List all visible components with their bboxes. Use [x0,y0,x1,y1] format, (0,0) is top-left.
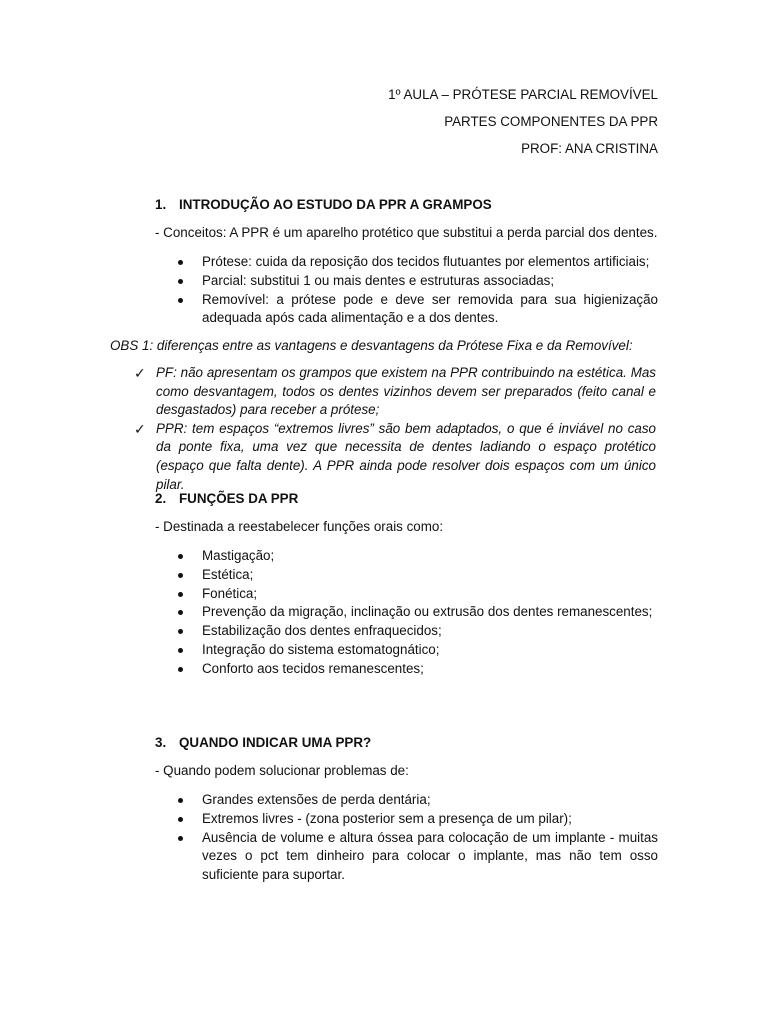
list-item: Integração do sistema estomatognático; [178,641,658,660]
bullet-icon [178,573,183,578]
list-item: Removível: a prótese pode e deve ser removida para sua higienização adequada após cada alimentação e a dos dentes. [178,291,658,329]
list-item: Parcial: substitui 1 ou mais dentes e estruturas associadas; [178,272,658,291]
list-item: Estética; [178,566,658,585]
section-3-list [178,791,658,885]
obs-1-title: OBS 1: diferenças entre as vantagens e desvantagens da Prótese Fixa e da Removível: [110,338,633,353]
list-item: Extremos livres - (zona posterior sem a presença de um pilar); [178,810,658,829]
section-1-intro: - Conceitos: A PPR é um aparelho protético que substitui a perda parcial dos dentes. [155,225,658,240]
bullet-icon [178,836,183,841]
section-3-heading [155,735,371,750]
bullet-icon [178,298,183,303]
list-item: ✓ PF: não apresentam os grampos que existem na PPR contribuindo na estética. Mas como desvantagem, todos os dentes vizinhos devem ser preparados (feito canal e desgastados) para receber a prótese; [134,365,656,418]
obs-1-list [134,364,656,494]
bullet-icon [178,554,183,559]
bullet-icon [178,279,183,284]
list-item: ✓ PPR: tem espaços “extremos livres” são bem adaptados, o que é inviável no caso da ponte fixa, uma vez que necessita de dentes ladiando o espaço protético (espaço que falta dente). A PPR ainda pode resolver dois espaços com um único pilar. [134,420,656,492]
section-1-number: 1. [155,197,167,212]
list-item: Ausência de volume e altura óssea para colocação de um implante - muitas vezes o pct tem dinheiro para colocar o implante, mas não tem osso suficiente para suportar. [178,829,658,885]
section-2-heading [155,491,298,506]
section-2-title: FUNÇÕES DA PPR [179,491,299,506]
bullet-icon [178,260,183,265]
checkmark-icon: ✓ [134,365,146,381]
section-2-intro: - Destinada a reestabelecer funções orais como: [155,519,444,534]
bullet-icon [178,592,183,597]
list-item: Mastigação; [178,547,658,566]
section-2-list [178,547,658,679]
list-item: Fonética; [178,585,658,604]
header-subtitle: PARTES COMPONENTES DA PPR [444,114,658,129]
bullet-icon [178,667,183,672]
section-3-intro: - Quando podem solucionar problemas de: [155,763,409,778]
section-2-number: 2. [155,491,167,506]
bullet-icon [178,798,183,803]
list-item: Estabilização dos dentes enfraquecidos; [178,622,658,641]
bullet-icon [178,648,183,653]
bullet-icon [178,817,183,822]
section-3-number: 3. [155,735,167,750]
list-item: Prótese: cuida da reposição dos tecidos flutuantes por elementos artificiais; [178,253,658,272]
section-1-title: INTRODUÇÃO AO ESTUDO DA PPR A GRAMPOS [179,197,492,212]
bullet-icon [178,610,183,615]
bullet-icon [178,629,183,634]
document-header [388,86,658,167]
checkmark-icon: ✓ [134,420,146,437]
section-1-list [178,253,658,328]
list-item: Prevenção da migração, inclinação ou extrusão dos dentes remanescentes; [178,603,658,622]
list-item: Conforto aos tecidos remanescentes; [178,660,658,679]
list-item: Grandes extensões de perda dentária; [178,791,658,810]
header-professor: PROF: ANA CRISTINA [521,141,658,156]
section-1-heading [155,197,492,212]
section-3-title: QUANDO INDICAR UMA PPR? [179,735,372,750]
header-course-title: 1º AULA – PRÓTESE PARCIAL REMOVÍVEL [388,87,658,102]
